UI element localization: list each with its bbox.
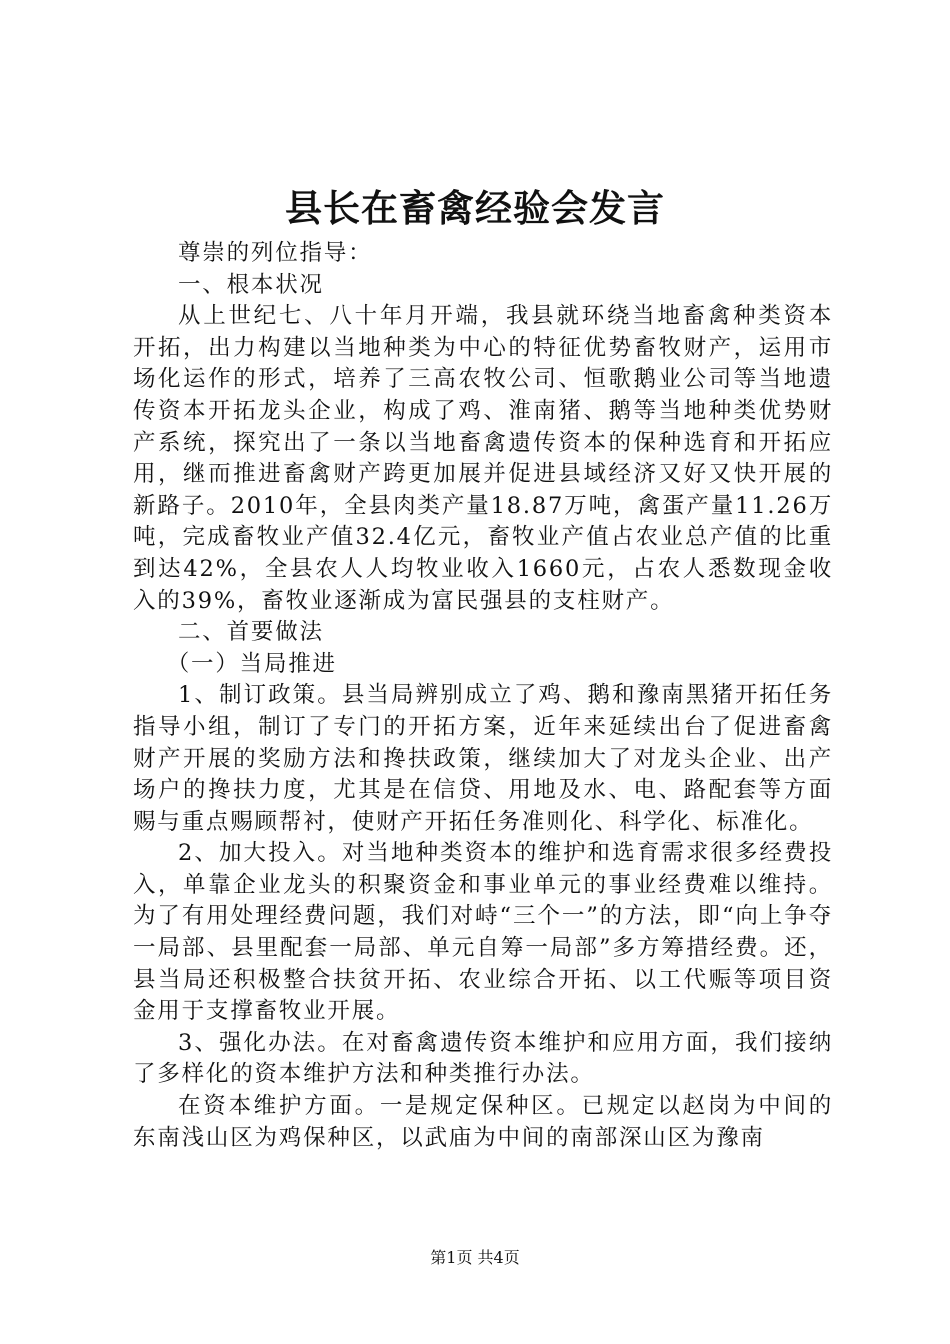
paragraph-measures: 3、强化办法。在对畜禽遗传资本维护和应用方面，我们接纳了多样化的资本维护方法和种类推行办法。 [133,1029,833,1088]
paragraph-investment: 2、加大投入。对当地种类资本的维护和选育需求很多经费投入，单靠企业龙头的积聚资金和事业单元的事业经费难以维持。为了有用处理经费问题，我们对峙“三个一”的方法，即“向上争夺一局部、县里配套一局部、单元自筹一局部”多方筹措经费。还，县当局还积极整合扶贫开拓、农业综合开拓、以工代赈等项目资金用于支撑畜牧业开展。 [133,840,833,1025]
paragraph-overview: 从上世纪七、八十年月开端，我县就环绕当地畜禽种类资本开拓，出力构建以当地种类为中心的特征优势畜牧财产，运用市场化运作的形式，培养了三高农牧公司、恒歌鹅业公司等当地遗传资本开拓龙头企业，构成了鸡、淮南猪、鹅等当地种类优势财产系统，探究出了一条以当地畜禽遗传资本的保种选育和开拓应用，继而推进畜禽财产跨更加展并促进县域经济又好又快开展的新路子。2010年，全县肉类产量18.87万吨，禽蛋产量11.26万吨，完成畜牧业产值32.4亿元，畜牧业产值占农业总产值的比重到达42%，全县农人人均牧业收入1660元，占农人悉数现金收入的39%，畜牧业逐渐成为富民强县的支柱财产。 [133,303,833,614]
document-body [133,238,833,1154]
paragraph-conservation: 在资本维护方面。一是规定保种区。已规定以赵岗为中间的东南浅山区为鸡保种区，以武庙为中间的南部深山区为豫南 [133,1093,833,1151]
salutation: 尊崇的列位指导： [178,240,373,266]
section-heading-basic: 一、根本状况 [178,271,324,298]
section-heading-methods: 二、首要做法 [178,619,324,646]
page-number-footer: 第1页 共4页 [430,1248,520,1267]
paragraph-policy: 1、制订政策。县当局辨别成立了鸡、鹅和豫南黑猪开拓任务指导小组，制订了专门的开拓方案，近年来延续出台了促进畜禽财产开展的奖励方法和搀扶政策，继续加大了对龙头企业、出产场户的搀扶力度，尤其是在信贷、用地及水、电、路配套等方面赐与重点赐顾帮衬，使财产开拓任务准则化、科学化、标准化。 [133,682,833,835]
document-title: 县长在畜禽经验会发言 [285,186,665,230]
subsection-heading-government: （一）当局推进 [166,650,337,677]
